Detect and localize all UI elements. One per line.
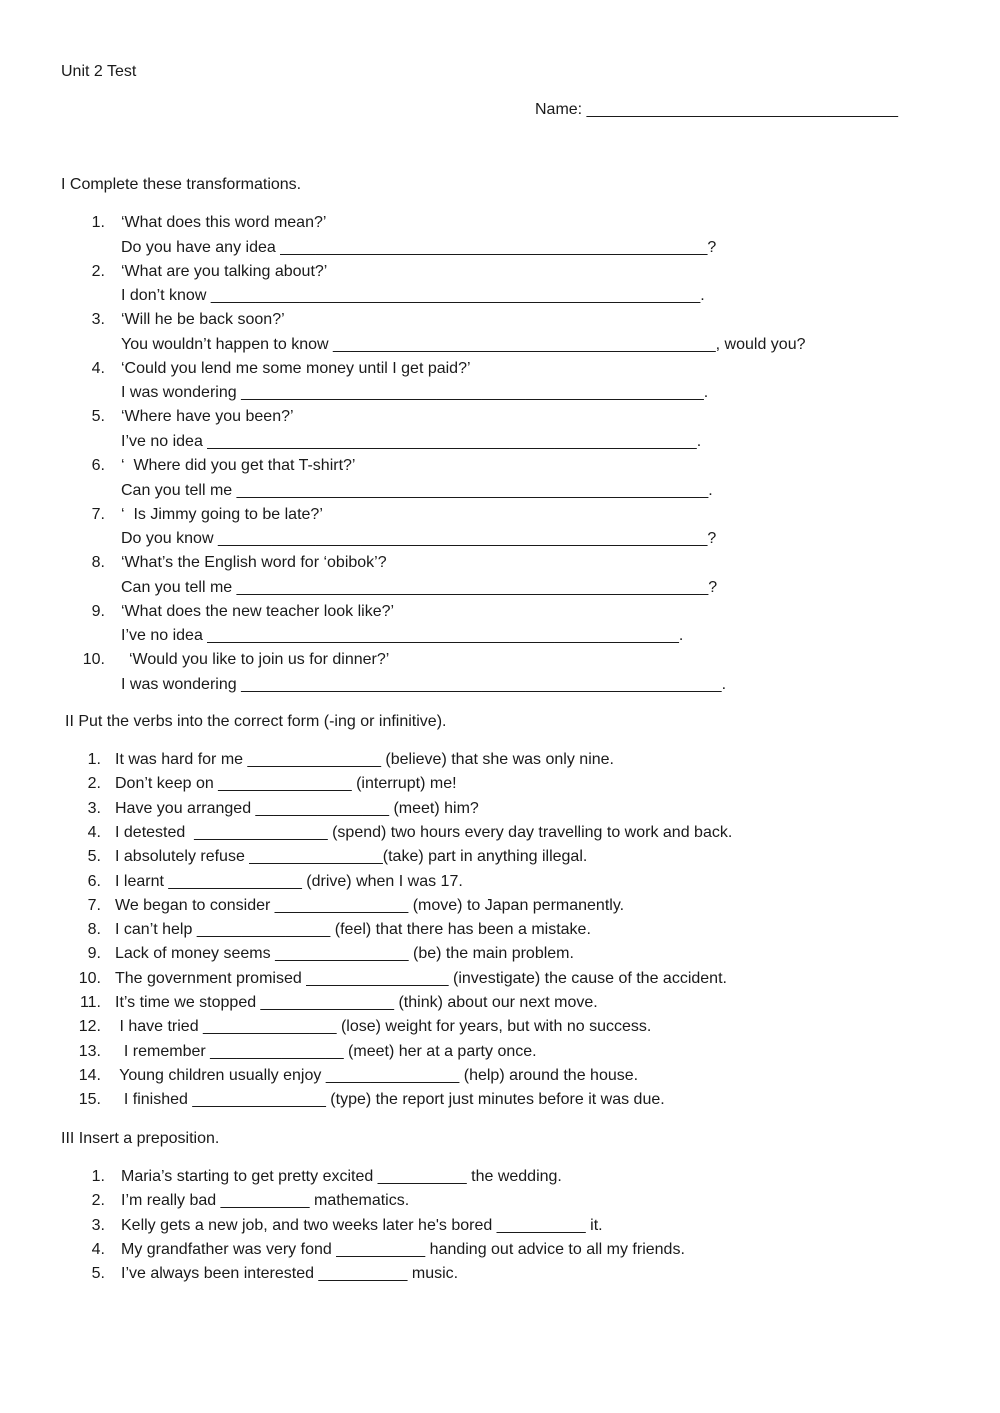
- name-field: Name: ___________________________________: [535, 101, 899, 118]
- item-text: The government promised ________________ (investigate) the cause of the accident.: [115, 969, 727, 987]
- item-number: 8.: [87, 921, 101, 939]
- item-number: 6.: [87, 872, 101, 890]
- section2-title: II Put the verbs into the correct form (-ing or infinitive).: [65, 713, 447, 730]
- item-number: 3.: [87, 799, 101, 817]
- item-number: 1.: [91, 1168, 105, 1185]
- item-prompt: ‘What’s the English word for ‘obibok’?: [121, 554, 387, 572]
- item-answer-line: Can you tell me _____________________________________________________.: [121, 481, 713, 499]
- item-number: 5.: [91, 408, 105, 426]
- item-number: 9.: [91, 602, 105, 620]
- section1-title: I Complete these transformations.: [61, 176, 302, 193]
- item-number: 4.: [87, 823, 101, 841]
- item-text: I detested _______________ (spend) two hours every day travelling to work and back.: [115, 823, 733, 841]
- item-prompt: ‘What does the new teacher look like?’: [121, 602, 395, 620]
- item-text: My grandfather was very fond __________ handing out advice to all my friends.: [121, 1240, 685, 1258]
- section3-title: III Insert a preposition.: [61, 1130, 220, 1147]
- item-prompt: ‘What does this word mean?’: [121, 214, 327, 231]
- item-number: 10.: [78, 969, 101, 987]
- item-number: 15.: [78, 1091, 101, 1109]
- item-text: It’s time we stopped _______________ (think) about our next move.: [115, 994, 598, 1011]
- item-number: 3.: [91, 1216, 105, 1234]
- item-prompt: ‘Will he be back soon?’: [121, 311, 285, 329]
- item-text: Have you arranged _______________ (meet) him?: [115, 799, 479, 817]
- item-number: 13.: [78, 1042, 101, 1060]
- item-number: 2.: [91, 262, 105, 280]
- item-number: 10.: [82, 651, 105, 669]
- item-prompt: ‘Would you like to join us for dinner?’: [129, 651, 390, 669]
- item-text: I have tried _______________ (lose) weight for years, but with no success.: [115, 1018, 652, 1036]
- item-number: 2.: [87, 775, 101, 793]
- item-text: We began to consider _______________ (move) to Japan permanently.: [115, 896, 625, 914]
- item-prompt: ‘Could you lend me some money until I get paid?’: [121, 359, 471, 377]
- item-text: I can’t help _______________ (feel) that there has been a mistake.: [115, 921, 591, 939]
- item-number: 7.: [87, 896, 101, 914]
- item-number: 7.: [91, 505, 105, 523]
- item-number: 9.: [87, 945, 101, 963]
- item-answer-line: You wouldn’t happen to know ___________________________________________, would you?: [121, 335, 806, 353]
- item-number: 4.: [91, 1240, 105, 1258]
- item-text: I’ve always been interested __________ music.: [121, 1265, 459, 1283]
- item-number: 5.: [87, 848, 101, 866]
- item-text: It was hard for me _______________ (believe) that she was only nine.: [115, 751, 614, 768]
- item-text: Young children usually enjoy _______________ (help) around the house.: [115, 1066, 639, 1084]
- item-text: I absolutely refuse _______________(take) part in anything illegal.: [115, 848, 588, 866]
- item-number: 6.: [91, 457, 105, 474]
- item-number: 4.: [91, 359, 105, 377]
- item-number: 12.: [78, 1018, 101, 1036]
- item-number: 1.: [91, 214, 105, 231]
- item-answer-line: I’ve no idea _______________________________________________________.: [121, 432, 702, 450]
- item-answer-line: I don’t know _______________________________________________________.: [121, 287, 705, 305]
- item-answer-line: Do you have any idea ________________________________________________?: [121, 238, 717, 256]
- item-answer-line: Do you know _______________________________________________________?: [121, 530, 717, 548]
- item-number: 2.: [91, 1192, 105, 1210]
- item-number: 1.: [87, 751, 101, 768]
- item-number: 14.: [78, 1066, 101, 1084]
- item-answer-line: Can you tell me _____________________________________________________?: [121, 578, 718, 596]
- item-answer-line: I’ve no idea _____________________________________________________.: [121, 627, 684, 645]
- item-prompt: ‘What are you talking about?’: [121, 262, 328, 280]
- item-text: I finished _______________ (type) the report just minutes before it was due.: [115, 1091, 665, 1109]
- item-text: Kelly gets a new job, and two weeks later he's bored __________ it.: [121, 1216, 603, 1234]
- item-prompt: ‘ Is Jimmy going to be late?’: [121, 505, 323, 523]
- item-text: I remember _______________ (meet) her at a party once.: [115, 1042, 537, 1060]
- item-number: 3.: [91, 311, 105, 329]
- item-text: Maria’s starting to get pretty excited __________ the wedding.: [121, 1168, 562, 1185]
- item-prompt: ‘ Where did you get that T-shirt?’: [121, 457, 356, 474]
- item-answer-line: I was wondering ______________________________________________________.: [121, 675, 727, 693]
- item-number: 8.: [91, 554, 105, 572]
- unit-title: Unit 2 Test: [61, 63, 137, 80]
- item-prompt: ‘Where have you been?’: [121, 408, 294, 426]
- item-number: 11.: [79, 994, 101, 1011]
- item-text: I learnt _______________ (drive) when I was 17.: [115, 872, 463, 890]
- item-answer-line: I was wondering ____________________________________________________.: [121, 384, 709, 402]
- item-text: Lack of money seems _______________ (be) the main problem.: [115, 945, 574, 963]
- item-text: I’m really bad __________ mathematics.: [121, 1192, 410, 1210]
- item-text: Don’t keep on _______________ (interrupt) me!: [115, 775, 457, 793]
- item-number: 5.: [91, 1265, 105, 1283]
